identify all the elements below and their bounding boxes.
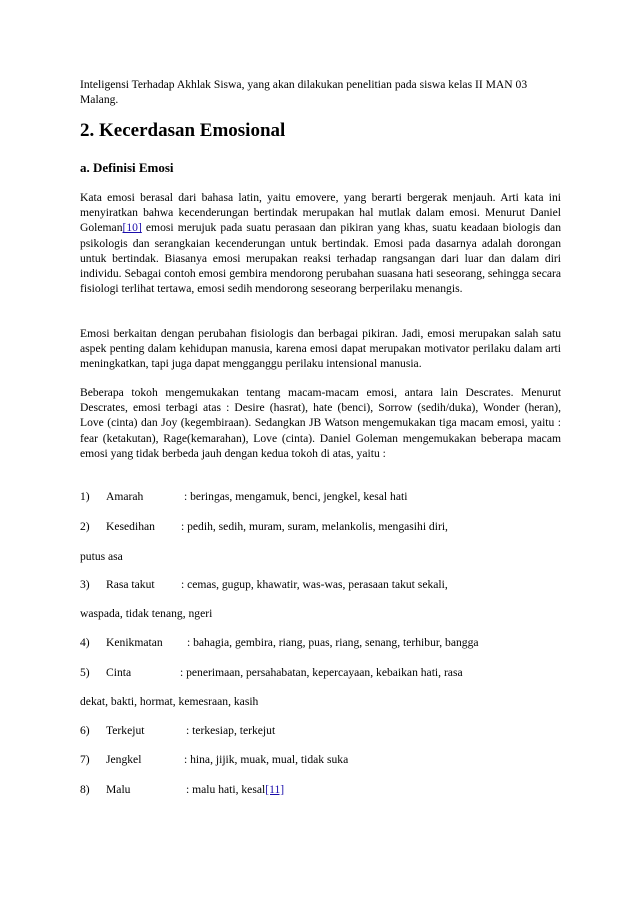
para1-text-b: emosi merujuk pada suatu perasaan dan pikiran yang khas, suatu keadaan biologis dan psikologis dan serangkaian kecenderungan untuk bertindak. Emosi pada dasarnya adalah dorongan untuk bertindak. Biasanya emosi merupakan reaksi terhadap rangsangan dari luar dan dalam diri individu. Sebagai contoh emosi gembira mendorong perubahan suasana hati seseorang, sehingga secara fisiologi terlihat tertawa, emosi sedih mendorong seseorang berperilaku menangis. [80,221,561,296]
list-term: Cinta [106,666,132,679]
list-continuation: waspada, tidak tenang, ngeri [80,607,213,620]
list-desc: : terkesiap, terkejut [186,724,276,737]
list-number: 6) [80,724,90,737]
section-heading: 2. Kecerdasan Emosional [80,120,286,141]
list-desc: : beringas, mengamuk, benci, jengkel, kesal hati [184,490,408,503]
subsection-heading: a. Definisi Emosi [80,160,174,175]
list-term: Kenikmatan [106,636,163,649]
list-number: 3) [80,578,90,591]
list-number: 1) [80,490,90,503]
list-number: 8) [80,783,90,796]
footnote-link-11[interactable]: [11] [265,783,285,796]
list-term: Kesedihan [106,520,155,533]
list-desc-text: : malu hati, kesal [186,783,266,796]
footnote-link-10[interactable]: [10] [122,221,142,235]
para1-text-a: Kata emosi berasal dari bahasa latin, yaitu emovere, yang berarti bergerak menjauh. Arti kata ini menyiratkan bahwa kecenderungan bertindak merupakan hal mutlak dalam emosi. Menurut Daniel Goleman [80,191,561,235]
intro-paragraph: Inteligensi Terhadap Akhlak Siswa, yang akan dilakukan penelitian pada siswa kelas II MAN 03 Malang. [80,78,528,107]
list-term: Amarah [106,490,144,503]
list-term: Terkejut [106,724,145,737]
list-continuation: putus asa [80,550,123,563]
list-number: 2) [80,520,90,533]
list-desc: : hina, jijik, muak, mual, tidak suka [184,753,349,766]
list-term: Jengkel [106,753,142,766]
list-desc: : cemas, gugup, khawatir, was-was, perasaan takut sekali, [181,578,448,591]
list-desc [186,782,284,797]
experts-paragraph: Beberapa tokoh mengemukakan tentang macam-macam emosi, antara lain Descrates. Menurut Descrates, emosi terbagi atas : Desire (hasrat), hate (benci), Sorrow (sedih/duka), Wonder (heran), Love (cinta) dan Joy (kegembiraan). Sedangkan JB Watson mengemukakan tiga macam emosi, yaitu : fear (ketakutan), Rage(kemarahan), Love (cinta). Daniel Goleman mengemukakan beberapa macam emosi yang tidak berbeda jauh dengan kedua tokoh di atas, yaitu : [80,386,561,460]
list-number: 7) [80,753,90,766]
list-term: Rasa takut [106,578,155,591]
list-desc: : pedih, sedih, muram, suram, melankolis, mengasihi diri, [181,520,448,533]
list-number: 4) [80,636,90,649]
list-continuation: dekat, bakti, hormat, kemesraan, kasih [80,695,259,708]
list-number: 5) [80,666,90,679]
physiology-paragraph: Emosi berkaitan dengan perubahan fisiologis dan berbagai pikiran. Jadi, emosi merupakan salah satu aspek penting dalam kehidupan manusia, karena emosi dapat merupakan motivator perilaku dalam arti meningkatkan, tapi juga dapat mengganggu perilaku intensional manusia. [80,327,561,371]
list-desc: : penerimaan, persahabatan, kepercayaan, kebaikan hati, rasa [180,666,463,679]
list-term: Malu [106,783,131,796]
definition-paragraph [80,190,561,296]
list-desc: : bahagia, gembira, riang, puas, riang, senang, terhibur, bangga [187,636,479,649]
